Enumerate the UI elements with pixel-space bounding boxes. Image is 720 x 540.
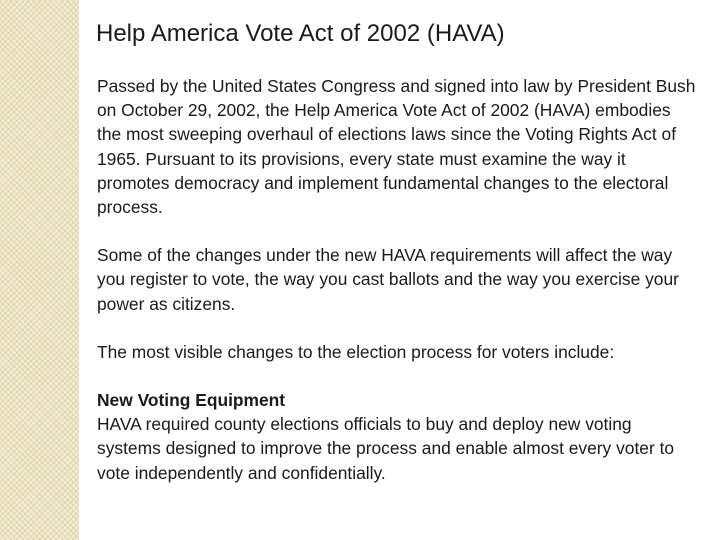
visible-changes-paragraph: The most visible changes to the election process for voters include:: [97, 341, 615, 362]
section-heading: New Voting Equipment: [97, 390, 286, 411]
intro-paragraph: Passed by the United States Congress and signed into law by President Bush on October 29, 2002, the Help America Vote Act of 2002 (HAVA) embodies the most sweeping overhaul of elections laws since the Voting Rights Act of 1965. Pursuant to its provisions, every state must examine the way it promotes democracy and implement fundamental changes to the electoral process.: [97, 76, 696, 218]
voting-equipment-section: [97, 388, 697, 485]
changes-paragraph: Some of the changes under the new HAVA requirements will affect the way you register to vote, the way you cast ballots and the way you exercise your power as citizens.: [97, 245, 679, 314]
slide-title: Help America Vote Act of 2002 (HAVA): [96, 20, 505, 47]
section-body: HAVA required county elections officials to buy and deploy new voting systems designed to improve the process and enable almost every voter to vote independently and confidentially.: [97, 414, 675, 483]
slide-body: [97, 74, 697, 485]
decorative-side-band: [0, 0, 79, 540]
